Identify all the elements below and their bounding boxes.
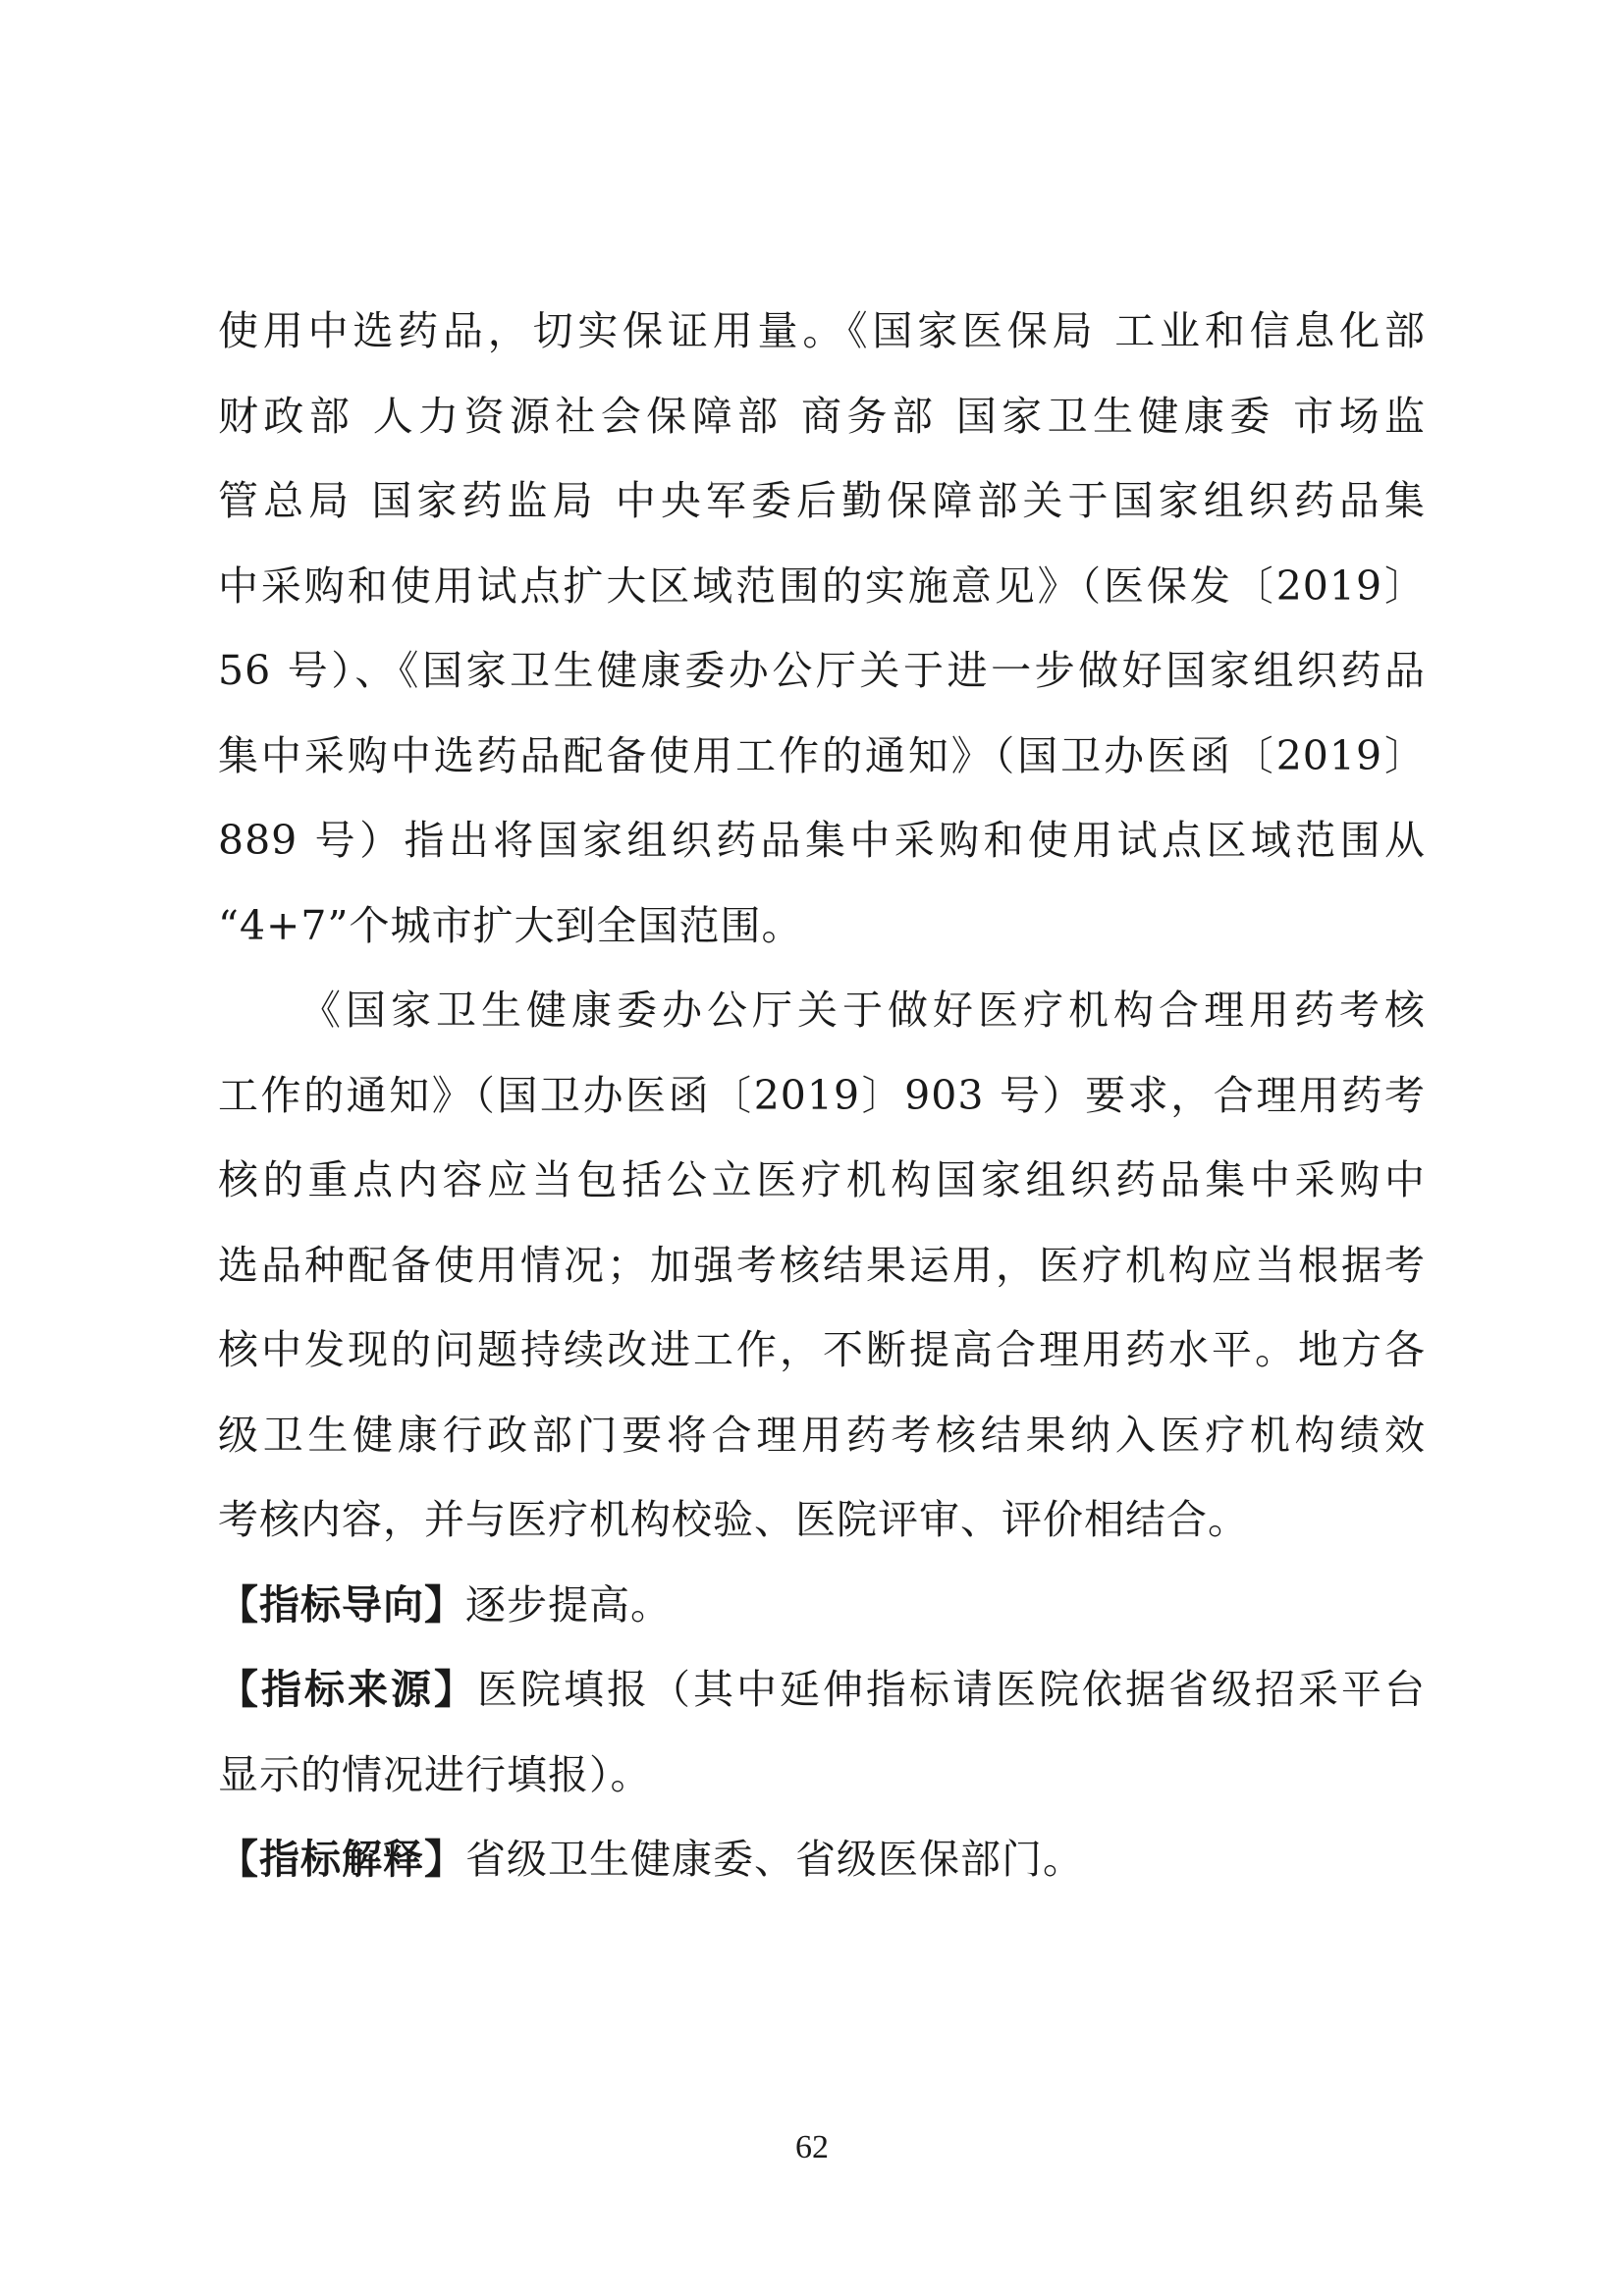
indicator-source-line-2: 显示的情况进行填报）。 [218, 1750, 652, 1798]
indicator-explanation-label: 【指标解释】 [218, 1836, 465, 1883]
indicator-source-label: 【指标来源】 [218, 1666, 477, 1713]
indicator-direction-text: 逐步提高。 [465, 1580, 672, 1629]
paragraph-1-line-2: 财政部 人力资源社会保障部 商务部 国家卫生健康委 市场监 [218, 392, 1426, 440]
paragraph-2-line-7: 考核内容，并与医疗机构校验、医院评审、评价相结合。 [218, 1496, 1249, 1543]
paragraph-1-line-5: 56 号）、《国家卫生健康委办公厅关于进一步做好国家组织药品 [218, 647, 1426, 694]
paragraph-2-line-1: 《国家卫生健康委办公厅关于做好医疗机构合理用药考核 [300, 987, 1426, 1034]
paragraph-1-line-8: “4+7”个城市扩大到全国范围。 [218, 901, 803, 949]
paragraph-2-line-3: 核的重点内容应当包括公立医疗机构国家组织药品集中采购中 [218, 1156, 1426, 1203]
indicator-direction-label: 【指标导向】 [218, 1580, 465, 1629]
paragraph-2-line-6: 级卫生健康行政部门要将合理用药考核结果纳入医疗机构绩效 [218, 1411, 1426, 1459]
paragraph-1-line-4: 中采购和使用试点扩大区域范围的实施意见》（医保发〔2019〕 [218, 561, 1426, 610]
paragraph-2-line-2: 工作的通知》（国卫办医函〔2019〕903 号）要求，合理用药考 [218, 1071, 1426, 1119]
paragraph-1-line-3: 管总局 国家药监局 中央军委后勤保障部关于国家组织药品集 [218, 477, 1426, 524]
indicator-source-line-1 [218, 1647, 1426, 1733]
paragraph-1-line-6: 集中采购中选药品配备使用工作的通知》（国卫办医函〔2019〕 [218, 731, 1426, 779]
paragraph-1-line-1: 使用中选药品，切实保证用量。《国家医保局 工业和信息化部 [218, 307, 1426, 354]
paragraph-2-line-5: 核中发现的问题持续改进工作，不断提高合理用药水平。地方各 [218, 1326, 1426, 1373]
indicator-explanation [218, 1817, 1426, 1902]
indicator-direction [218, 1563, 1426, 1648]
indicator-explanation-text: 省级卫生健康委、省级医保部门。 [465, 1836, 1084, 1883]
indicator-source-text-1: 医院填报（其中延伸指标请医院依据省级招采平台 [477, 1666, 1426, 1713]
body-text [218, 289, 1426, 1902]
paragraph-2-line-4: 选品种配备使用情况；加强考核结果运用，医疗机构应当根据考 [218, 1241, 1426, 1289]
page-number: 62 [795, 2129, 829, 2165]
paragraph-1-line-7: 889 号）指出将国家组织药品集中采购和使用试点区域范围从 [218, 817, 1426, 864]
